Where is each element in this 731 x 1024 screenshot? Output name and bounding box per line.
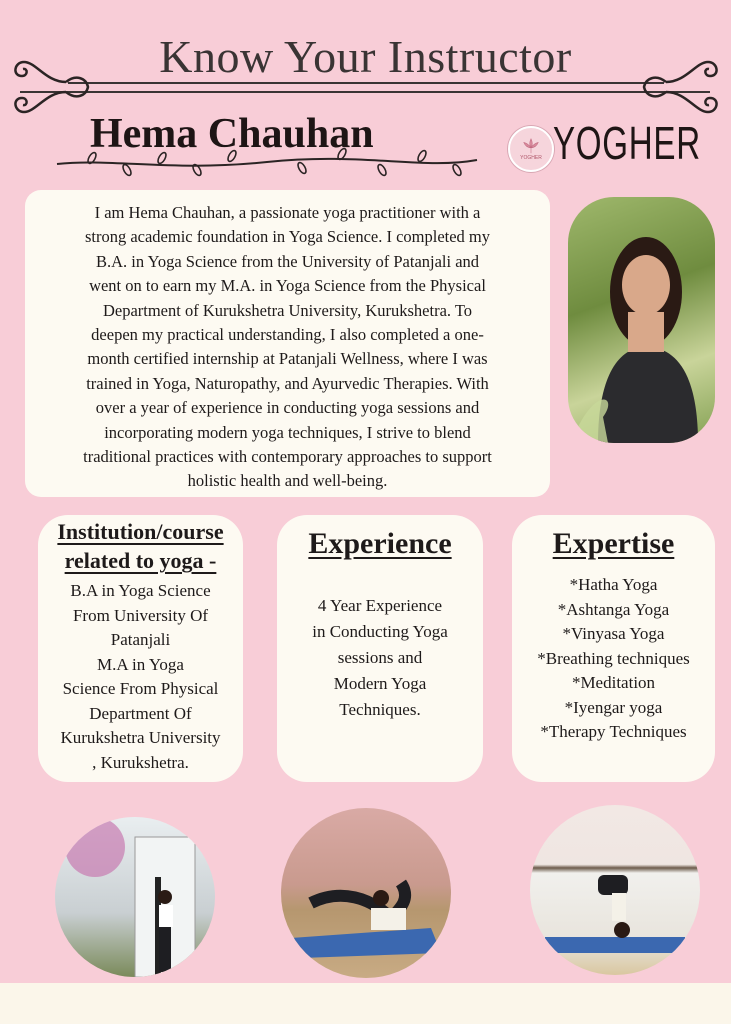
text-line: , Kurukshetra. — [92, 752, 189, 772]
experience-heading: Experience — [308, 527, 452, 560]
experience-card — [277, 515, 483, 782]
vine-divider-icon — [52, 146, 482, 180]
institution-card — [38, 515, 243, 782]
text-line: *Meditation — [571, 673, 656, 692]
logo-subtext: YOGHER — [520, 155, 542, 161]
text-line: Department of Kurukshetra University, Kurukshetra. To — [102, 300, 473, 320]
experience-body — [277, 593, 483, 723]
text-line: month certified internship at Patanjali Wellness, where I was — [87, 349, 488, 369]
bio-card — [25, 190, 550, 497]
text-line: sessions and — [337, 648, 423, 667]
text-line: Modern Yoga — [333, 674, 427, 693]
expertise-card — [512, 515, 715, 782]
yoga-photo-bow-pose — [281, 808, 451, 978]
text-line: *Vinyasa Yoga — [562, 624, 665, 643]
text-line: B.A in Yoga Science — [70, 581, 211, 600]
text-line: holistic health and well-being. — [187, 471, 388, 491]
text-line: over a year of experience in conducting yoga sessions and — [95, 398, 480, 418]
institution-heading-line: related to yoga - — [64, 548, 217, 573]
brand-logo — [508, 126, 554, 172]
right-swirl-ornament-icon — [636, 42, 726, 122]
left-swirl-ornament-icon — [6, 42, 96, 122]
text-line: M.A in Yoga — [97, 654, 184, 674]
institution-body — [38, 579, 243, 775]
text-line: *Hatha Yoga — [569, 575, 658, 594]
text-line: Department Of — [89, 703, 192, 723]
text-line: incorporating modern yoga techniques, I strive to blend — [104, 422, 471, 442]
brand-name: YOGHER — [553, 117, 701, 169]
yoga-photo-headstand-pose — [530, 805, 700, 975]
lotus-icon — [522, 137, 540, 155]
text-line: trained in Yoga, Naturopathy, and Ayurvedic Therapies. With — [86, 373, 489, 393]
footer-strip — [0, 983, 731, 1024]
text-line: *Therapy Techniques — [540, 722, 687, 741]
institution-heading-line: Institution/course — [57, 519, 224, 544]
text-line: B.A. in Yoga Science from the University of Patanjali and — [95, 251, 480, 271]
text-line: *Ashtanga Yoga — [557, 599, 670, 619]
text-line: went on to earn my M.A. in Yoga Science from the Physical — [89, 276, 486, 296]
text-line: traditional practices with contemporary approaches to support — [83, 447, 492, 467]
text-line: I am Hema Chauhan, a passionate yoga practitioner with a — [94, 203, 481, 222]
text-line: *Iyengar yoga — [564, 697, 663, 717]
title-divider-bottom — [20, 91, 710, 93]
expertise-heading: Expertise — [552, 527, 675, 560]
text-line: Techniques. — [339, 700, 421, 719]
text-line: Patanjali — [110, 630, 171, 649]
text-line: strong academic foundation in Yoga Science. I completed my — [84, 227, 491, 247]
instructor-name: Hema Chauhan — [90, 111, 374, 157]
text-line: 4 Year Experience — [317, 596, 443, 615]
text-line: Kurukshetra University — [60, 728, 221, 747]
text-line: From University Of — [72, 605, 209, 625]
text-line: deepen my practical understanding, I also completed a one- — [91, 325, 484, 345]
instructor-photo — [568, 197, 715, 443]
text-line: *Breathing techniques — [537, 648, 690, 668]
institution-heading — [38, 517, 243, 575]
yoga-photo-standing-pose — [55, 817, 215, 977]
page-title: Know Your Instructor — [159, 31, 572, 82]
title-divider-top — [68, 82, 664, 84]
text-line: Science From Physical — [62, 679, 219, 698]
expertise-body — [512, 573, 715, 745]
text-line: in Conducting Yoga — [312, 622, 448, 641]
